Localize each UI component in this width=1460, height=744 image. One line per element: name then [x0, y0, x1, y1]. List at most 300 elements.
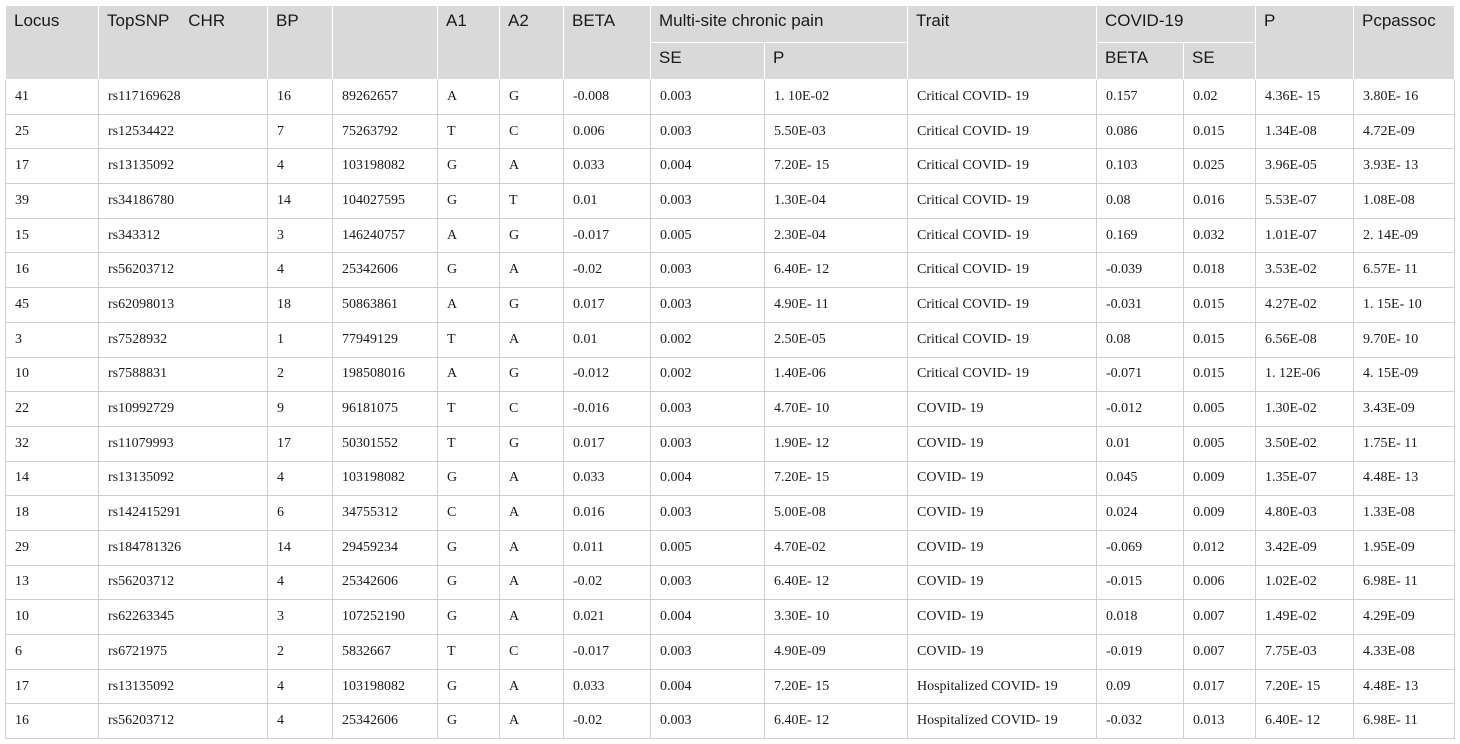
cell-a2: A: [500, 669, 564, 704]
cell-locus: 18: [6, 496, 99, 531]
cell-trait: COVID- 19: [908, 635, 1097, 670]
table-row: [6, 392, 1455, 427]
cell-trait: Critical COVID- 19: [908, 184, 1097, 219]
cell-beta: 0.033: [564, 461, 651, 496]
header-trait: Trait: [908, 6, 1097, 80]
cell-topsnp: rs7528932: [99, 322, 268, 357]
cell-msp-se: 0.003: [651, 288, 765, 323]
cell-covid-beta: 0.169: [1097, 218, 1184, 253]
cell-bp: 103198082: [333, 461, 438, 496]
header-a1: A1: [438, 6, 500, 80]
cell-pcpassoc: 4.33E-08: [1354, 635, 1455, 670]
cell-pcpassoc: 1. 15E- 10: [1354, 288, 1455, 323]
header-a2: A2: [500, 6, 564, 80]
cell-pcpassoc: 6.98E- 11: [1354, 704, 1455, 739]
cell-topsnp: rs11079993: [99, 426, 268, 461]
results-table: [5, 5, 1455, 739]
cell-bp: 104027595: [333, 184, 438, 219]
cell-beta: 0.033: [564, 669, 651, 704]
cell-trait: Critical COVID- 19: [908, 114, 1097, 149]
cell-pcpassoc: 1.75E- 11: [1354, 426, 1455, 461]
cell-a1: G: [438, 530, 500, 565]
cell-msp-p: 6.40E- 12: [765, 565, 908, 600]
cell-covid-p: 5.53E-07: [1256, 184, 1354, 219]
cell-msp-se: 0.005: [651, 530, 765, 565]
header-msp-se: SE: [651, 43, 765, 80]
cell-msp-p: 1. 10E-02: [765, 80, 908, 115]
header-multisite-chronic-pain: Multi-site chronic pain: [651, 6, 908, 43]
table-row: [6, 184, 1455, 219]
cell-msp-p: 7.20E- 15: [765, 669, 908, 704]
cell-chr: 1: [268, 322, 333, 357]
header-covid-se: SE: [1184, 43, 1256, 80]
cell-msp-se: 0.003: [651, 184, 765, 219]
cell-trait: Critical COVID- 19: [908, 218, 1097, 253]
cell-topsnp: rs10992729: [99, 392, 268, 427]
cell-bp: 107252190: [333, 600, 438, 635]
cell-topsnp: rs142415291: [99, 496, 268, 531]
cell-beta: 0.021: [564, 600, 651, 635]
cell-topsnp: rs117169628: [99, 80, 268, 115]
cell-chr: 3: [268, 218, 333, 253]
cell-covid-p: 7.20E- 15: [1256, 669, 1354, 704]
cell-pcpassoc: 4.48E- 13: [1354, 669, 1455, 704]
cell-covid-beta: -0.069: [1097, 530, 1184, 565]
table-row: [6, 565, 1455, 600]
table-row: [6, 530, 1455, 565]
cell-a1: G: [438, 600, 500, 635]
cell-covid-se: 0.015: [1184, 322, 1256, 357]
cell-chr: 4: [268, 253, 333, 288]
header-chr: CHR: [188, 11, 226, 30]
cell-msp-se: 0.004: [651, 669, 765, 704]
cell-beta: 0.017: [564, 426, 651, 461]
cell-pcpassoc: 1.08E-08: [1354, 184, 1455, 219]
cell-locus: 16: [6, 704, 99, 739]
cell-covid-se: 0.016: [1184, 184, 1256, 219]
cell-a2: G: [500, 357, 564, 392]
cell-a2: A: [500, 600, 564, 635]
cell-pcpassoc: 4.48E- 13: [1354, 461, 1455, 496]
cell-msp-p: 6.40E- 12: [765, 704, 908, 739]
cell-a1: A: [438, 357, 500, 392]
cell-trait: Critical COVID- 19: [908, 288, 1097, 323]
cell-beta: 0.01: [564, 184, 651, 219]
cell-locus: 32: [6, 426, 99, 461]
cell-topsnp: rs34186780: [99, 184, 268, 219]
cell-topsnp: rs13135092: [99, 149, 268, 184]
cell-msp-se: 0.003: [651, 392, 765, 427]
cell-covid-se: 0.006: [1184, 565, 1256, 600]
cell-bp: 77949129: [333, 322, 438, 357]
cell-msp-se: 0.002: [651, 322, 765, 357]
cell-beta: -0.008: [564, 80, 651, 115]
cell-a2: G: [500, 218, 564, 253]
cell-locus: 16: [6, 253, 99, 288]
cell-msp-p: 5.00E-08: [765, 496, 908, 531]
cell-covid-p: 6.40E- 12: [1256, 704, 1354, 739]
cell-beta: 0.011: [564, 530, 651, 565]
cell-pcpassoc: 1.33E-08: [1354, 496, 1455, 531]
cell-locus: 3: [6, 322, 99, 357]
cell-covid-p: 1.02E-02: [1256, 565, 1354, 600]
cell-locus: 13: [6, 565, 99, 600]
cell-chr: 4: [268, 669, 333, 704]
cell-covid-beta: 0.157: [1097, 80, 1184, 115]
cell-bp: 25342606: [333, 704, 438, 739]
cell-bp: 34755312: [333, 496, 438, 531]
cell-topsnp: rs184781326: [99, 530, 268, 565]
cell-msp-p: 1.40E-06: [765, 357, 908, 392]
cell-covid-se: 0.025: [1184, 149, 1256, 184]
cell-beta: -0.02: [564, 253, 651, 288]
cell-covid-se: 0.02: [1184, 80, 1256, 115]
cell-trait: Critical COVID- 19: [908, 322, 1097, 357]
cell-msp-p: 1.90E- 12: [765, 426, 908, 461]
table-row: [6, 704, 1455, 739]
table-row: [6, 426, 1455, 461]
cell-msp-se: 0.004: [651, 461, 765, 496]
cell-locus: 10: [6, 357, 99, 392]
table-body: [6, 80, 1455, 739]
cell-a2: A: [500, 704, 564, 739]
cell-msp-p: 6.40E- 12: [765, 253, 908, 288]
cell-msp-p: 7.20E- 15: [765, 149, 908, 184]
cell-trait: COVID- 19: [908, 496, 1097, 531]
cell-covid-beta: -0.012: [1097, 392, 1184, 427]
cell-covid-p: 6.56E-08: [1256, 322, 1354, 357]
cell-a2: A: [500, 253, 564, 288]
cell-a1: T: [438, 322, 500, 357]
cell-beta: 0.006: [564, 114, 651, 149]
cell-topsnp: rs13135092: [99, 669, 268, 704]
cell-trait: COVID- 19: [908, 392, 1097, 427]
cell-bp: 50301552: [333, 426, 438, 461]
cell-pcpassoc: 4.29E-09: [1354, 600, 1455, 635]
cell-a1: A: [438, 218, 500, 253]
cell-chr: 2: [268, 635, 333, 670]
table-header: [6, 6, 1455, 80]
cell-covid-se: 0.015: [1184, 288, 1256, 323]
cell-msp-p: 5.50E-03: [765, 114, 908, 149]
table-row: [6, 80, 1455, 115]
cell-trait: COVID- 19: [908, 530, 1097, 565]
cell-covid-beta: -0.032: [1097, 704, 1184, 739]
cell-pcpassoc: 9.70E- 10: [1354, 322, 1455, 357]
cell-pcpassoc: 3.80E- 16: [1354, 80, 1455, 115]
cell-trait: Critical COVID- 19: [908, 253, 1097, 288]
cell-covid-p: 1.49E-02: [1256, 600, 1354, 635]
cell-covid-p: 7.75E-03: [1256, 635, 1354, 670]
cell-pcpassoc: 6.57E- 11: [1354, 253, 1455, 288]
cell-a2: A: [500, 461, 564, 496]
table-row: [6, 496, 1455, 531]
header-bp: BP: [268, 6, 333, 80]
cell-msp-se: 0.005: [651, 218, 765, 253]
header-blank: [333, 6, 438, 80]
header-covid-beta: BETA: [1097, 43, 1184, 80]
cell-a1: G: [438, 461, 500, 496]
cell-msp-p: 7.20E- 15: [765, 461, 908, 496]
cell-locus: 45: [6, 288, 99, 323]
cell-locus: 14: [6, 461, 99, 496]
cell-bp: 96181075: [333, 392, 438, 427]
header-topsnp-chr: [99, 6, 268, 80]
cell-covid-beta: 0.086: [1097, 114, 1184, 149]
cell-chr: 14: [268, 530, 333, 565]
cell-covid-p: 3.42E-09: [1256, 530, 1354, 565]
cell-msp-p: 1.30E-04: [765, 184, 908, 219]
cell-covid-se: 0.005: [1184, 392, 1256, 427]
cell-covid-beta: -0.019: [1097, 635, 1184, 670]
cell-a2: A: [500, 496, 564, 531]
cell-trait: COVID- 19: [908, 565, 1097, 600]
cell-covid-se: 0.015: [1184, 114, 1256, 149]
cell-a1: T: [438, 635, 500, 670]
cell-chr: 7: [268, 114, 333, 149]
table-row: [6, 149, 1455, 184]
cell-chr: 2: [268, 357, 333, 392]
cell-beta: -0.02: [564, 565, 651, 600]
cell-trait: Hospitalized COVID- 19: [908, 669, 1097, 704]
header-pcpassoc: Pcpassoc: [1354, 6, 1455, 80]
cell-a1: A: [438, 288, 500, 323]
cell-bp: 25342606: [333, 253, 438, 288]
cell-locus: 17: [6, 669, 99, 704]
cell-covid-se: 0.009: [1184, 496, 1256, 531]
cell-chr: 4: [268, 149, 333, 184]
cell-covid-beta: -0.015: [1097, 565, 1184, 600]
cell-topsnp: rs343312: [99, 218, 268, 253]
cell-beta: 0.017: [564, 288, 651, 323]
cell-bp: 5832667: [333, 635, 438, 670]
cell-covid-se: 0.005: [1184, 426, 1256, 461]
cell-chr: 14: [268, 184, 333, 219]
cell-msp-se: 0.003: [651, 704, 765, 739]
cell-a2: A: [500, 565, 564, 600]
table-row: [6, 461, 1455, 496]
cell-chr: 9: [268, 392, 333, 427]
cell-locus: 41: [6, 80, 99, 115]
table-row: [6, 253, 1455, 288]
table-row: [6, 114, 1455, 149]
cell-covid-se: 0.018: [1184, 253, 1256, 288]
cell-bp: 103198082: [333, 669, 438, 704]
cell-chr: 3: [268, 600, 333, 635]
cell-trait: Critical COVID- 19: [908, 149, 1097, 184]
cell-a2: C: [500, 114, 564, 149]
cell-pcpassoc: 1.95E-09: [1354, 530, 1455, 565]
cell-topsnp: rs12534422: [99, 114, 268, 149]
cell-msp-se: 0.003: [651, 253, 765, 288]
cell-msp-se: 0.004: [651, 600, 765, 635]
cell-msp-p: 4.90E- 11: [765, 288, 908, 323]
cell-covid-p: 1. 12E-06: [1256, 357, 1354, 392]
cell-covid-beta: 0.01: [1097, 426, 1184, 461]
cell-covid-beta: -0.071: [1097, 357, 1184, 392]
cell-locus: 17: [6, 149, 99, 184]
cell-a2: C: [500, 392, 564, 427]
cell-beta: -0.017: [564, 635, 651, 670]
cell-locus: 6: [6, 635, 99, 670]
cell-topsnp: rs56203712: [99, 253, 268, 288]
cell-chr: 6: [268, 496, 333, 531]
cell-covid-p: 3.50E-02: [1256, 426, 1354, 461]
cell-trait: Critical COVID- 19: [908, 80, 1097, 115]
cell-topsnp: rs56203712: [99, 565, 268, 600]
cell-pcpassoc: 2. 14E-09: [1354, 218, 1455, 253]
cell-a2: A: [500, 149, 564, 184]
table-row: [6, 635, 1455, 670]
header-p: P: [1256, 6, 1354, 80]
cell-topsnp: rs62098013: [99, 288, 268, 323]
cell-msp-se: 0.003: [651, 496, 765, 531]
header-covid-19: COVID-19: [1097, 6, 1256, 43]
cell-msp-p: 3.30E- 10: [765, 600, 908, 635]
cell-covid-se: 0.007: [1184, 635, 1256, 670]
cell-msp-p: 2.30E-04: [765, 218, 908, 253]
cell-bp: 103198082: [333, 149, 438, 184]
cell-msp-p: 4.70E- 10: [765, 392, 908, 427]
cell-locus: 25: [6, 114, 99, 149]
cell-topsnp: rs6721975: [99, 635, 268, 670]
cell-bp: 198508016: [333, 357, 438, 392]
cell-a1: G: [438, 704, 500, 739]
cell-a1: G: [438, 253, 500, 288]
cell-a1: A: [438, 80, 500, 115]
table-row: [6, 357, 1455, 392]
cell-chr: 4: [268, 704, 333, 739]
cell-covid-beta: 0.018: [1097, 600, 1184, 635]
cell-a1: G: [438, 149, 500, 184]
cell-a2: G: [500, 80, 564, 115]
cell-pcpassoc: 4.72E-09: [1354, 114, 1455, 149]
cell-covid-p: 1.30E-02: [1256, 392, 1354, 427]
cell-bp: 75263792: [333, 114, 438, 149]
cell-msp-p: 2.50E-05: [765, 322, 908, 357]
cell-covid-beta: -0.039: [1097, 253, 1184, 288]
cell-a1: T: [438, 426, 500, 461]
cell-covid-beta: 0.045: [1097, 461, 1184, 496]
cell-locus: 10: [6, 600, 99, 635]
cell-topsnp: rs62263345: [99, 600, 268, 635]
cell-pcpassoc: 3.43E-09: [1354, 392, 1455, 427]
cell-covid-beta: -0.031: [1097, 288, 1184, 323]
cell-covid-se: 0.012: [1184, 530, 1256, 565]
cell-a1: T: [438, 114, 500, 149]
cell-pcpassoc: 6.98E- 11: [1354, 565, 1455, 600]
cell-trait: Critical COVID- 19: [908, 357, 1097, 392]
cell-msp-p: 4.90E-09: [765, 635, 908, 670]
cell-topsnp: rs7588831: [99, 357, 268, 392]
cell-a1: G: [438, 184, 500, 219]
header-locus: Locus: [6, 6, 99, 80]
cell-covid-beta: 0.08: [1097, 322, 1184, 357]
cell-locus: 15: [6, 218, 99, 253]
cell-covid-se: 0.013: [1184, 704, 1256, 739]
cell-chr: 16: [268, 80, 333, 115]
cell-covid-p: 1.34E-08: [1256, 114, 1354, 149]
cell-trait: COVID- 19: [908, 426, 1097, 461]
cell-covid-p: 4.80E-03: [1256, 496, 1354, 531]
cell-msp-se: 0.003: [651, 426, 765, 461]
cell-covid-se: 0.032: [1184, 218, 1256, 253]
cell-covid-p: 4.27E-02: [1256, 288, 1354, 323]
cell-beta: -0.02: [564, 704, 651, 739]
cell-bp: 25342606: [333, 565, 438, 600]
cell-pcpassoc: 3.93E- 13: [1354, 149, 1455, 184]
cell-beta: -0.017: [564, 218, 651, 253]
table-row: [6, 600, 1455, 635]
cell-beta: -0.016: [564, 392, 651, 427]
cell-locus: 29: [6, 530, 99, 565]
cell-pcpassoc: 4. 15E-09: [1354, 357, 1455, 392]
cell-bp: 89262657: [333, 80, 438, 115]
cell-a2: C: [500, 635, 564, 670]
cell-topsnp: rs56203712: [99, 704, 268, 739]
cell-trait: COVID- 19: [908, 600, 1097, 635]
cell-a2: A: [500, 530, 564, 565]
cell-covid-beta: 0.09: [1097, 669, 1184, 704]
cell-chr: 4: [268, 461, 333, 496]
cell-covid-beta: 0.103: [1097, 149, 1184, 184]
header-topsnp: TopSNP: [107, 11, 170, 30]
cell-a2: G: [500, 426, 564, 461]
cell-msp-se: 0.004: [651, 149, 765, 184]
cell-covid-beta: 0.08: [1097, 184, 1184, 219]
cell-trait: COVID- 19: [908, 461, 1097, 496]
cell-beta: 0.01: [564, 322, 651, 357]
cell-chr: 17: [268, 426, 333, 461]
cell-msp-se: 0.003: [651, 565, 765, 600]
cell-bp: 50863861: [333, 288, 438, 323]
cell-covid-p: 4.36E- 15: [1256, 80, 1354, 115]
cell-covid-p: 1.01E-07: [1256, 218, 1354, 253]
cell-covid-se: 0.017: [1184, 669, 1256, 704]
cell-chr: 18: [268, 288, 333, 323]
cell-covid-p: 3.53E-02: [1256, 253, 1354, 288]
cell-msp-se: 0.003: [651, 80, 765, 115]
cell-a2: T: [500, 184, 564, 219]
cell-covid-p: 1.35E-07: [1256, 461, 1354, 496]
table-row: [6, 218, 1455, 253]
cell-a1: C: [438, 496, 500, 531]
cell-msp-se: 0.003: [651, 635, 765, 670]
cell-beta: 0.016: [564, 496, 651, 531]
header-msp-p: P: [765, 43, 908, 80]
cell-msp-p: 4.70E-02: [765, 530, 908, 565]
table-row: [6, 322, 1455, 357]
cell-a2: G: [500, 288, 564, 323]
cell-topsnp: rs13135092: [99, 461, 268, 496]
cell-locus: 22: [6, 392, 99, 427]
cell-bp: 29459234: [333, 530, 438, 565]
cell-a1: G: [438, 565, 500, 600]
table-row: [6, 288, 1455, 323]
table-row: [6, 669, 1455, 704]
cell-covid-se: 0.009: [1184, 461, 1256, 496]
cell-bp: 146240757: [333, 218, 438, 253]
cell-a2: A: [500, 322, 564, 357]
cell-beta: -0.012: [564, 357, 651, 392]
header-beta: BETA: [564, 6, 651, 80]
cell-msp-se: 0.003: [651, 114, 765, 149]
cell-covid-se: 0.007: [1184, 600, 1256, 635]
cell-beta: 0.033: [564, 149, 651, 184]
cell-a1: G: [438, 669, 500, 704]
cell-covid-p: 3.96E-05: [1256, 149, 1354, 184]
cell-covid-se: 0.015: [1184, 357, 1256, 392]
